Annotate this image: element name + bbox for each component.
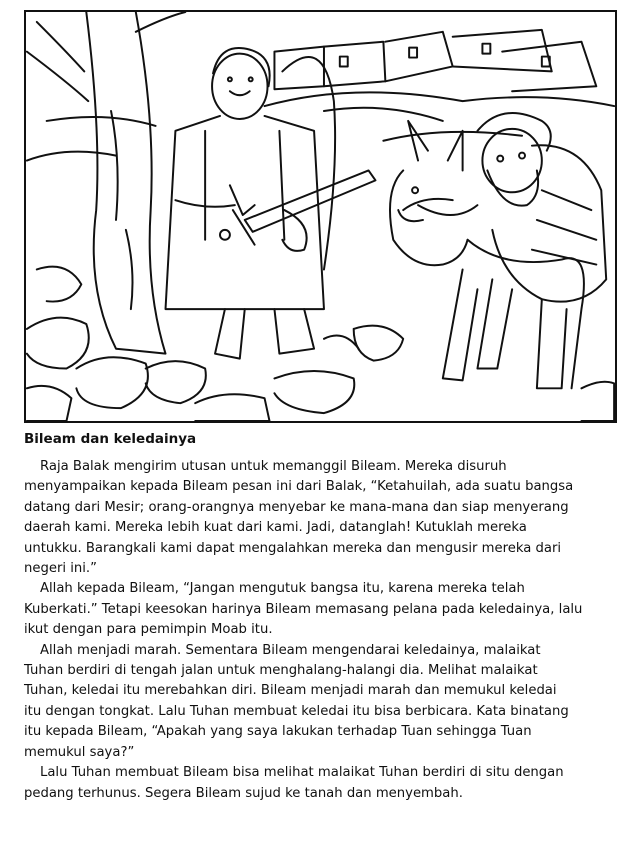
balaam-figure	[403, 113, 606, 302]
story-paragraph-2	[24, 579, 618, 640]
coloring-illustration	[24, 10, 617, 423]
story-paragraph-3	[24, 641, 618, 763]
story-paragraph-4-text: Lalu Tuhan membuat Bileam bisa melihat malaikat Tuhan berdiri di situ dengan pedang terhunus. Segera Bileam sujud ke tanah dan menyembah.	[24, 765, 564, 801]
story-paragraph-3-text: Allah menjadi marah. Sementara Bileam mengendarai keledainya, malaikat Tuhan berdiri di tengah jalan untuk menghalang-halangi dia. Melihat malaikat Tuhan, keledai itu merebahkan diri. Bileam menjadi marah dan memukul keledai itu dengan tongkat. Lalu Tuhan membuat keledai itu bisa berbicara. Kata binatang itu kepada Bileam, “Apakah yang saya lakukan terhadap Tuan sehingga Tuan memukul saya?”	[24, 642, 569, 760]
story-title: Bileam dan keledainya	[24, 431, 197, 447]
story-paragraph-1	[24, 457, 618, 579]
sword	[220, 170, 375, 244]
angel-figure	[166, 48, 336, 359]
story-paragraph-1-text: Raja Balak mengirim utusan untuk memanggil Bileam. Mereka disuruh menyampaikan kepada Bileam pesan ini dari Balak, “Ketahuilah, ada suatu bangsa datang dari Mesir; orang-orangnya menyebar ke mana-mana dan siap menyerang daerah kami. Mereka lebih kuat dari kami. Jadi, datanglah! Kutuklah mereka untukku. Barangkali kami dapat mengalahkan mereka dan mengusir mereka dari negeri ini.”	[24, 459, 574, 577]
story-paragraph-2-text: Allah kepada Bileam, “Jangan mengutuk bangsa itu, karena mereka telah Kuberkati.” Tetapi keesokan harinya Bileam memasang pelana pada keledainya, lalu ikut dengan para pemimpin Moab itu.	[24, 581, 583, 638]
story-text	[24, 430, 618, 804]
story-paragraph-4	[24, 763, 618, 804]
